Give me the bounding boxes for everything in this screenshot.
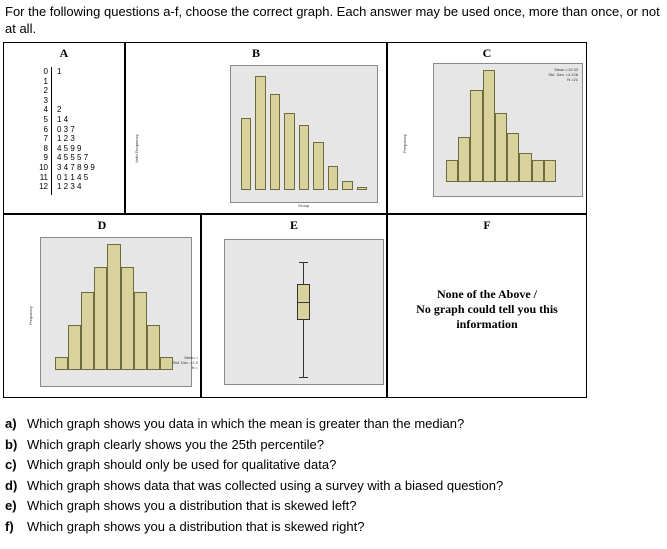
histogram-bar — [107, 244, 120, 370]
leaf-values: 1 — [57, 67, 62, 76]
histogram-bar — [121, 267, 134, 370]
question-a — [5, 414, 503, 435]
histogram-bar — [519, 153, 531, 182]
graph-a-title: A — [59, 46, 69, 60]
leaf-column — [57, 67, 95, 192]
histogram-bar — [94, 267, 107, 370]
histogram-bar — [55, 357, 68, 370]
graph-d-title: D — [97, 218, 107, 232]
stem-value: 6 — [43, 124, 48, 134]
question-letter: e) — [5, 498, 17, 514]
question-letter: f) — [5, 518, 14, 534]
histogram-bar — [532, 160, 544, 182]
stem-value: 8 — [43, 143, 48, 153]
question-c — [5, 455, 503, 476]
stem-value: 11 — [39, 172, 48, 182]
graph-f-title: F — [483, 218, 491, 232]
leaf-values: 0 3 7 — [57, 124, 75, 134]
graph-b-xlabel: Group — [298, 203, 310, 208]
histogram-bar — [342, 181, 352, 190]
histogram-bar — [313, 142, 323, 190]
histogram-bar — [507, 133, 519, 182]
histogram-bar — [328, 166, 338, 190]
histogram-b — [230, 65, 378, 203]
stem-value: 1 — [43, 76, 48, 86]
stem-separator — [51, 67, 52, 195]
question-e — [5, 496, 503, 517]
histogram-bar — [483, 70, 495, 182]
instructions-text: For the following questions a-f, choose the correct graph. Each answer may be used once, more than once, or not at all. — [5, 4, 660, 36]
leaf-values: 1 2 3 4 — [57, 182, 82, 192]
stem-value: 0 — [43, 67, 48, 76]
leaf-values: 0 1 1 4 5 — [57, 172, 89, 182]
graph-c-ylabel: Frequency — [402, 134, 407, 153]
leaf-values — [57, 96, 95, 106]
none-of-the-above-box — [388, 287, 586, 332]
histogram-bar — [270, 94, 280, 190]
graph-d-stats: Mean = Std. Dev. =2.2 N = — [172, 355, 198, 370]
boxplot-whisker-cap-top — [299, 262, 308, 263]
graph-c-title: C — [482, 46, 492, 60]
histogram-bar — [284, 113, 294, 190]
histogram-bar — [470, 90, 482, 182]
leaf-values: 1 4 — [57, 114, 69, 124]
none-text-line-2: No graph could tell you this — [416, 302, 558, 316]
boxplot-whisker-cap-bottom — [299, 377, 308, 378]
leaf-values — [57, 86, 95, 96]
histogram-bar — [458, 137, 470, 182]
leaf-values: 3 4 7 8 9 9 — [57, 162, 95, 172]
question-letter: c) — [5, 457, 17, 473]
question-list — [5, 414, 503, 538]
histogram-bar — [495, 113, 507, 182]
stem-value: 3 — [43, 95, 48, 105]
question-d — [5, 476, 503, 497]
question-text: Which graph should only be used for qualitative data? — [27, 457, 337, 473]
histogram-bar — [147, 325, 160, 370]
stem-value: 2 — [43, 86, 48, 96]
stem-value: 7 — [43, 134, 48, 144]
boxplot-e — [224, 239, 384, 385]
leaf-values: 2 — [57, 105, 62, 115]
stem-column — [30, 67, 48, 192]
histogram-bar — [299, 125, 309, 190]
graph-b-ylabel: Valid Frequency — [134, 134, 139, 163]
question-text: Which graph shows you data in which the mean is greater than the median? — [27, 416, 465, 431]
histogram-bar — [68, 325, 81, 370]
question-text: Which graph shows you a distribution that is skewed left? — [27, 498, 357, 514]
graph-cell-d — [3, 214, 201, 398]
stem-value: 10 — [39, 162, 48, 172]
question-text: Which graph shows data that was collected using a survey with a biased question? — [27, 477, 504, 493]
histogram-bar — [241, 118, 251, 190]
leaf-values: 1 2 3 — [57, 134, 75, 144]
graph-cell-e — [201, 214, 387, 398]
graph-cell-c — [387, 42, 587, 214]
question-text: Which graph shows you a distribution that is skewed right? — [27, 518, 365, 534]
graph-cell-f — [387, 214, 587, 398]
graph-cell-a — [3, 42, 125, 214]
leaf-values: 4 5 9 9 — [57, 143, 82, 153]
histogram-bar — [134, 292, 147, 370]
graph-d-ylabel: Frequency — [28, 306, 33, 325]
question-letter: d) — [5, 477, 18, 493]
none-text-line-1: None of the Above / — [437, 287, 537, 301]
stem-value: 9 — [43, 153, 48, 163]
stem-value: 12 — [39, 182, 48, 192]
question-letter: a) — [5, 416, 17, 431]
boxplot-median — [297, 302, 310, 303]
boxplot-whisker — [303, 262, 304, 378]
question-b — [5, 435, 503, 456]
histogram-bar — [81, 292, 94, 370]
none-text-line-3: information — [456, 317, 518, 331]
histogram-bar — [446, 160, 458, 182]
graph-c-stats: Mean =10.33 Std. Dev. =4.128 N =21 — [548, 67, 578, 82]
graph-cell-b — [125, 42, 387, 214]
leaf-values — [57, 77, 95, 87]
histogram-c — [433, 63, 583, 197]
histogram-bar — [357, 187, 367, 190]
stem-value: 5 — [43, 114, 48, 124]
histogram-bar — [544, 160, 556, 182]
histogram-bar — [255, 76, 265, 190]
graph-b-title: B — [251, 46, 260, 60]
question-text: Which graph clearly shows you the 25th percentile? — [27, 436, 324, 452]
leaf-values: 4 5 5 5 7 — [57, 153, 89, 163]
question-f — [5, 517, 503, 538]
question-letter: b) — [5, 436, 18, 452]
graph-e-title: E — [289, 218, 298, 232]
stem-value: 4 — [43, 105, 48, 115]
